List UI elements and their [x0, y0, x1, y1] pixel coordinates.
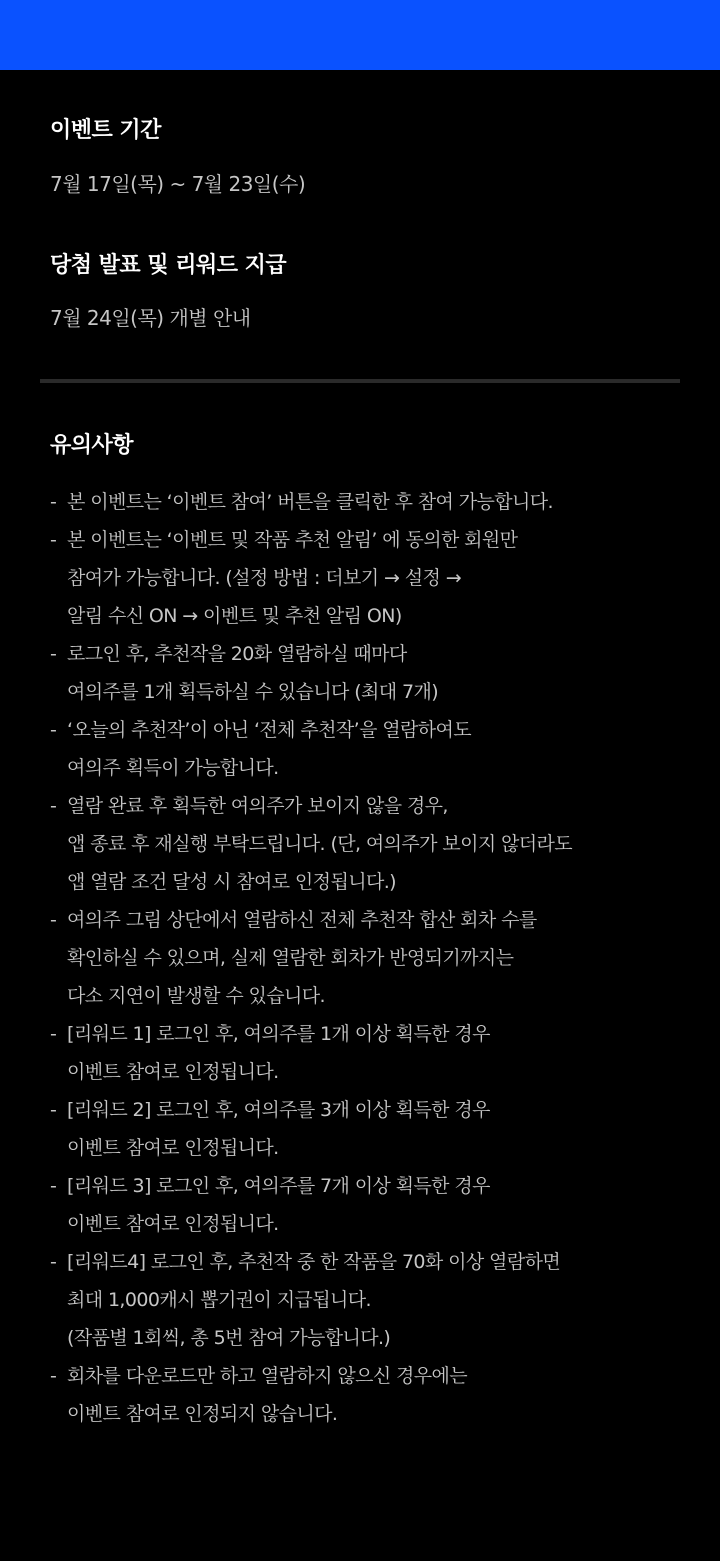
- section-divider: [40, 379, 680, 383]
- notice-line: [50, 1129, 690, 1167]
- notice-title: 유의사항: [50, 433, 134, 458]
- notice-item: [50, 787, 690, 901]
- notice-line: [50, 977, 690, 1015]
- notice-item: [50, 1357, 690, 1433]
- notice-line: [50, 711, 690, 749]
- notice-text: 이벤트 참여로 인정됩니다.: [67, 1137, 279, 1159]
- bullet-dash: -: [50, 1175, 57, 1197]
- notice-text: 알림 수신 ON → 이벤트 및 추천 알림 ON): [67, 605, 402, 627]
- event-period-title: 이벤트 기간: [50, 118, 161, 143]
- notice-text: 앱 종료 후 재실행 부탁드립니다. (단, 여의주가 보이지 않더라도: [67, 833, 573, 855]
- bullet-dash: -: [50, 795, 57, 817]
- notice-item: [50, 711, 690, 787]
- notice-text: 여의주 그림 상단에서 열람하신 전체 추천작 합산 회차 수를: [67, 909, 537, 931]
- notice-line: [50, 635, 690, 673]
- notice-text: [리워드 2] 로그인 후, 여의주를 3개 이상 획득한 경우: [67, 1099, 490, 1121]
- notice-text: 여의주 획득이 가능합니다.: [67, 757, 279, 779]
- notice-text: 이벤트 참여로 인정됩니다.: [67, 1061, 279, 1083]
- notice-text: 여의주를 1개 획득하실 수 있습니다 (최대 7개): [67, 681, 439, 703]
- notice-text: ‘오늘의 추천작’이 아닌 ‘전체 추천작’을 열람하여도: [67, 719, 472, 741]
- notice-line: [50, 1357, 690, 1395]
- notice-line: [50, 483, 690, 521]
- bullet-dash: -: [50, 719, 57, 741]
- notice-item: [50, 1015, 690, 1091]
- notice-text: [리워드 1] 로그인 후, 여의주를 1개 이상 획득한 경우: [67, 1023, 490, 1045]
- notice-text: 앱 열람 조건 달성 시 참여로 인정됩니다.): [67, 871, 396, 893]
- notice-text: [리워드4] 로그인 후, 추천작 중 한 작품을 70화 이상 열람하면: [67, 1251, 561, 1273]
- notice-line: [50, 749, 690, 787]
- announcement-title: 당첨 발표 및 리워드 지급: [50, 253, 287, 278]
- notice-text: 본 이벤트는 ‘이벤트 참여’ 버튼을 클릭한 후 참여 가능합니다.: [67, 491, 553, 513]
- notice-line: [50, 863, 690, 901]
- notice-line: [50, 521, 690, 559]
- announcement-value: 7월 24일(목) 개별 안내: [50, 306, 251, 330]
- notice-item: [50, 901, 690, 1015]
- bullet-dash: -: [50, 643, 57, 665]
- bullet-dash: -: [50, 1099, 57, 1121]
- bullet-dash: -: [50, 909, 57, 931]
- notice-line: [50, 1091, 690, 1129]
- notice-item: [50, 521, 690, 635]
- notice-item: [50, 1167, 690, 1243]
- notice-text: 이벤트 참여로 인정되지 않습니다.: [67, 1403, 338, 1425]
- notice-line: [50, 787, 690, 825]
- notice-line: [50, 1205, 690, 1243]
- bullet-dash: -: [50, 1365, 57, 1387]
- notice-item: [50, 635, 690, 711]
- notice-list: [50, 483, 690, 1433]
- notice-line: [50, 939, 690, 977]
- notice-text: 회차를 다운로드만 하고 열람하지 않으신 경우에는: [67, 1365, 468, 1387]
- notice-text: (작품별 1회씩, 총 5번 참여 가능합니다.): [67, 1327, 391, 1349]
- notice-line: [50, 825, 690, 863]
- notice-text: 최대 1,000캐시 뽑기권이 지급됩니다.: [67, 1289, 371, 1311]
- notice-text: 참여가 가능합니다. (설정 방법 : 더보기 → 설정 →: [67, 567, 462, 589]
- notice-line: [50, 1319, 690, 1357]
- notice-line: [50, 673, 690, 711]
- notice-text: 본 이벤트는 ‘이벤트 및 작품 추천 알림’ 에 동의한 회원만: [67, 529, 518, 551]
- notice-text: 확인하실 수 있으며, 실제 열람한 회차가 반영되기까지는: [67, 947, 514, 969]
- event-period-value: 7월 17일(목) ~ 7월 23일(수): [50, 172, 306, 196]
- notice-line: [50, 901, 690, 939]
- notice-line: [50, 1167, 690, 1205]
- notice-item: [50, 483, 690, 521]
- notice-item: [50, 1243, 690, 1357]
- notice-text: 다소 지연이 발생할 수 있습니다.: [67, 985, 326, 1007]
- bullet-dash: -: [50, 1023, 57, 1045]
- notice-line: [50, 559, 690, 597]
- bullet-dash: -: [50, 1251, 57, 1273]
- notice-line: [50, 1281, 690, 1319]
- notice-line: [50, 1395, 690, 1433]
- bullet-dash: -: [50, 491, 57, 513]
- notice-text: 열람 완료 후 획득한 여의주가 보이지 않을 경우,: [67, 795, 448, 817]
- notice-text: [리워드 3] 로그인 후, 여의주를 7개 이상 획득한 경우: [67, 1175, 490, 1197]
- notice-item: [50, 1091, 690, 1167]
- notice-line: [50, 1053, 690, 1091]
- notice-line: [50, 597, 690, 635]
- bullet-dash: -: [50, 529, 57, 551]
- notice-text: 로그인 후, 추천작을 20화 열람하실 때마다: [67, 643, 407, 665]
- notice-text: 이벤트 참여로 인정됩니다.: [67, 1213, 279, 1235]
- notice-line: [50, 1015, 690, 1053]
- notice-line: [50, 1243, 690, 1281]
- top-banner-bar: [0, 0, 720, 70]
